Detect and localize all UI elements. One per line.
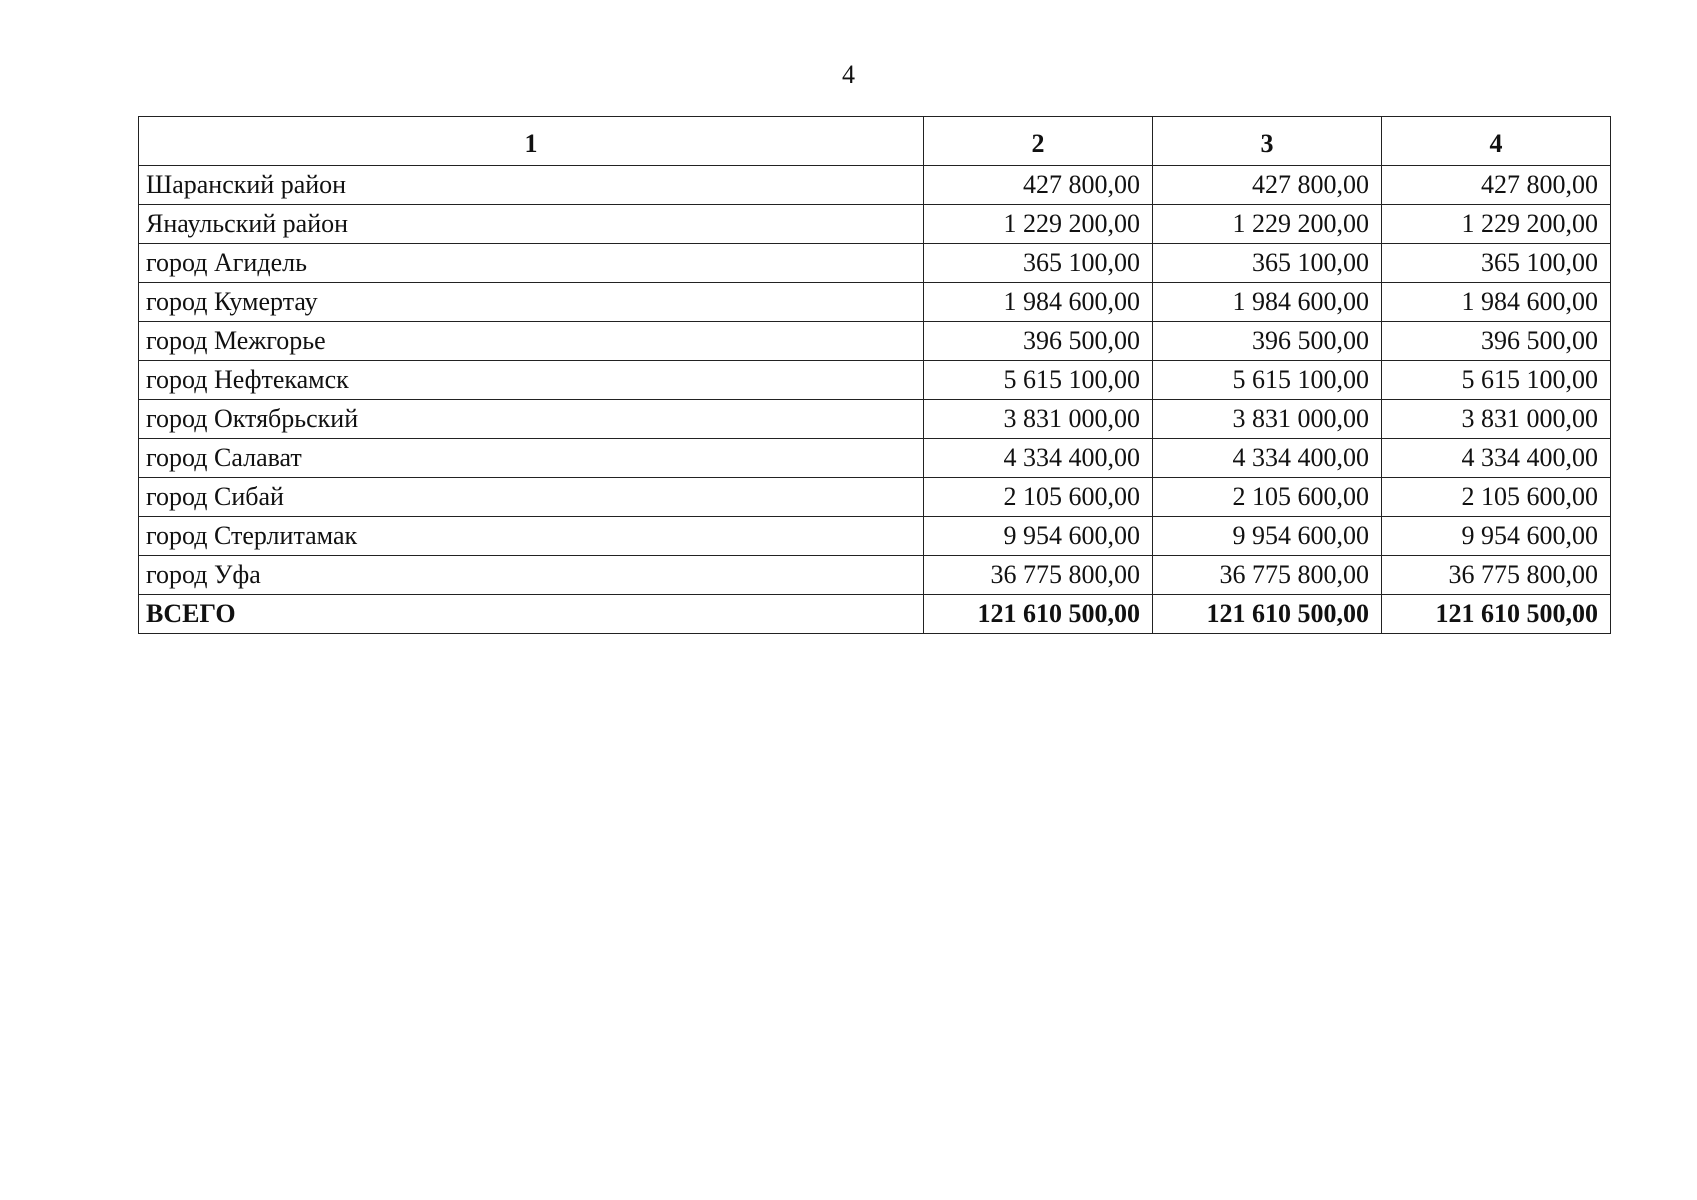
row-value-col4: 5 615 100,00 <box>1382 361 1611 400</box>
row-name: город Сибай <box>139 478 924 517</box>
column-header-3: 3 <box>1153 117 1382 166</box>
row-value-col2: 36 775 800,00 <box>924 556 1153 595</box>
row-name: город Уфа <box>139 556 924 595</box>
total-row <box>139 595 1611 634</box>
row-name: Янаульский район <box>139 205 924 244</box>
row-value-col3: 1 984 600,00 <box>1153 283 1382 322</box>
column-header-1: 1 <box>139 117 924 166</box>
row-value-col3: 427 800,00 <box>1153 166 1382 205</box>
row-value-col2: 427 800,00 <box>924 166 1153 205</box>
row-name: город Салават <box>139 439 924 478</box>
row-value-col4: 3 831 000,00 <box>1382 400 1611 439</box>
row-value-col4: 427 800,00 <box>1382 166 1611 205</box>
row-value-col3: 9 954 600,00 <box>1153 517 1382 556</box>
row-value-col4: 9 954 600,00 <box>1382 517 1611 556</box>
table-row <box>139 439 1611 478</box>
row-value-col3: 3 831 000,00 <box>1153 400 1382 439</box>
table-row <box>139 478 1611 517</box>
table-row <box>139 361 1611 400</box>
row-value-col2: 5 615 100,00 <box>924 361 1153 400</box>
row-value-col4: 1 984 600,00 <box>1382 283 1611 322</box>
row-value-col4: 36 775 800,00 <box>1382 556 1611 595</box>
row-value-col3: 365 100,00 <box>1153 244 1382 283</box>
table-row <box>139 556 1611 595</box>
row-name: город Стерлитамак <box>139 517 924 556</box>
table-row <box>139 244 1611 283</box>
column-header-4: 4 <box>1382 117 1611 166</box>
row-value-col2: 4 334 400,00 <box>924 439 1153 478</box>
row-name: город Нефтекамск <box>139 361 924 400</box>
row-value-col2: 1 984 600,00 <box>924 283 1153 322</box>
table-row <box>139 283 1611 322</box>
row-value-col3: 396 500,00 <box>1153 322 1382 361</box>
row-value-col4: 2 105 600,00 <box>1382 478 1611 517</box>
row-name: город Агидель <box>139 244 924 283</box>
row-value-col3: 2 105 600,00 <box>1153 478 1382 517</box>
row-name: город Октябрьский <box>139 400 924 439</box>
data-table <box>138 116 1611 634</box>
row-value-col4: 365 100,00 <box>1382 244 1611 283</box>
row-value-col2: 1 229 200,00 <box>924 205 1153 244</box>
row-value-col2: 396 500,00 <box>924 322 1153 361</box>
total-value-col2: 121 610 500,00 <box>924 595 1153 634</box>
total-value-col3: 121 610 500,00 <box>1153 595 1382 634</box>
table-row <box>139 400 1611 439</box>
row-name: город Межгорье <box>139 322 924 361</box>
row-value-col2: 365 100,00 <box>924 244 1153 283</box>
row-value-col3: 1 229 200,00 <box>1153 205 1382 244</box>
row-value-col3: 4 334 400,00 <box>1153 439 1382 478</box>
row-value-col3: 5 615 100,00 <box>1153 361 1382 400</box>
row-value-col2: 3 831 000,00 <box>924 400 1153 439</box>
column-header-2: 2 <box>924 117 1153 166</box>
row-value-col4: 396 500,00 <box>1382 322 1611 361</box>
table-row <box>139 205 1611 244</box>
row-value-col4: 4 334 400,00 <box>1382 439 1611 478</box>
page-number: 4 <box>842 60 855 89</box>
header-row <box>139 117 1611 166</box>
row-value-col2: 2 105 600,00 <box>924 478 1153 517</box>
row-name: Шаранский район <box>139 166 924 205</box>
row-value-col4: 1 229 200,00 <box>1382 205 1611 244</box>
total-label: ВСЕГО <box>139 595 924 634</box>
row-name: город Кумертау <box>139 283 924 322</box>
total-value-col4: 121 610 500,00 <box>1382 595 1611 634</box>
table-row <box>139 166 1611 205</box>
row-value-col3: 36 775 800,00 <box>1153 556 1382 595</box>
table-row <box>139 322 1611 361</box>
row-value-col2: 9 954 600,00 <box>924 517 1153 556</box>
table-row <box>139 517 1611 556</box>
